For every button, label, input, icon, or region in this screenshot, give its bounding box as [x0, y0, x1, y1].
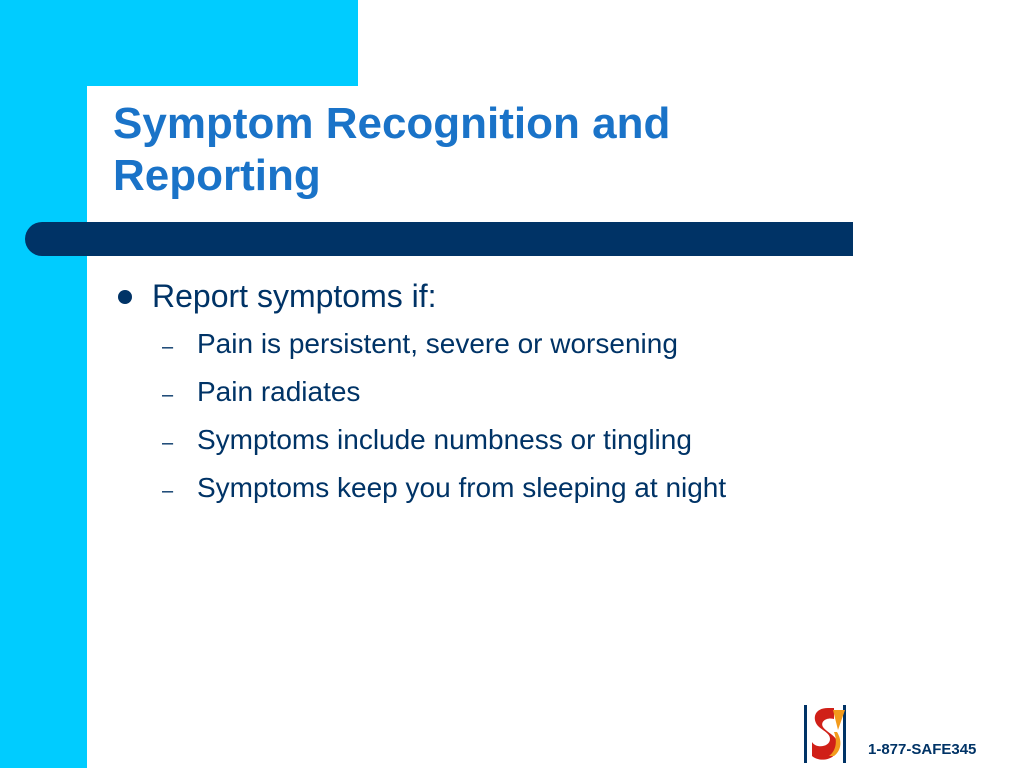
slide-content — [113, 270, 913, 516]
slide-title-line-2: Reporting — [113, 151, 321, 200]
top-accent-band — [0, 0, 358, 86]
dash-icon: – — [162, 384, 174, 406]
footer-phone-number: 1-877-SAFE345 — [868, 741, 977, 758]
sub-bullet-text: Symptoms keep you from sleeping at night — [197, 472, 727, 503]
bullet-dot-icon — [118, 290, 132, 304]
sub-bullet-list — [113, 324, 913, 516]
slide-title-line-1: Symptom Recognition and — [113, 99, 671, 148]
sub-bullet-text: Pain radiates — [197, 376, 361, 407]
dash-icon: – — [162, 336, 174, 358]
sub-bullet-item — [113, 372, 913, 420]
left-accent-band — [0, 0, 87, 768]
title-underline-bar — [25, 222, 853, 256]
sub-bullet-text: Symptoms include numbness or tingling — [197, 424, 692, 455]
sy-logo-icon — [804, 705, 847, 763]
dash-icon: – — [162, 432, 174, 454]
sub-bullet-item — [113, 468, 913, 516]
sub-bullet-item — [113, 324, 913, 372]
main-bullet-text: Report symptoms if: — [152, 278, 437, 314]
main-bullet — [113, 270, 913, 324]
dash-icon: – — [162, 480, 174, 502]
sub-bullet-item — [113, 420, 913, 468]
sub-bullet-text: Pain is persistent, severe or worsening — [197, 328, 678, 359]
slide-title — [113, 98, 853, 202]
